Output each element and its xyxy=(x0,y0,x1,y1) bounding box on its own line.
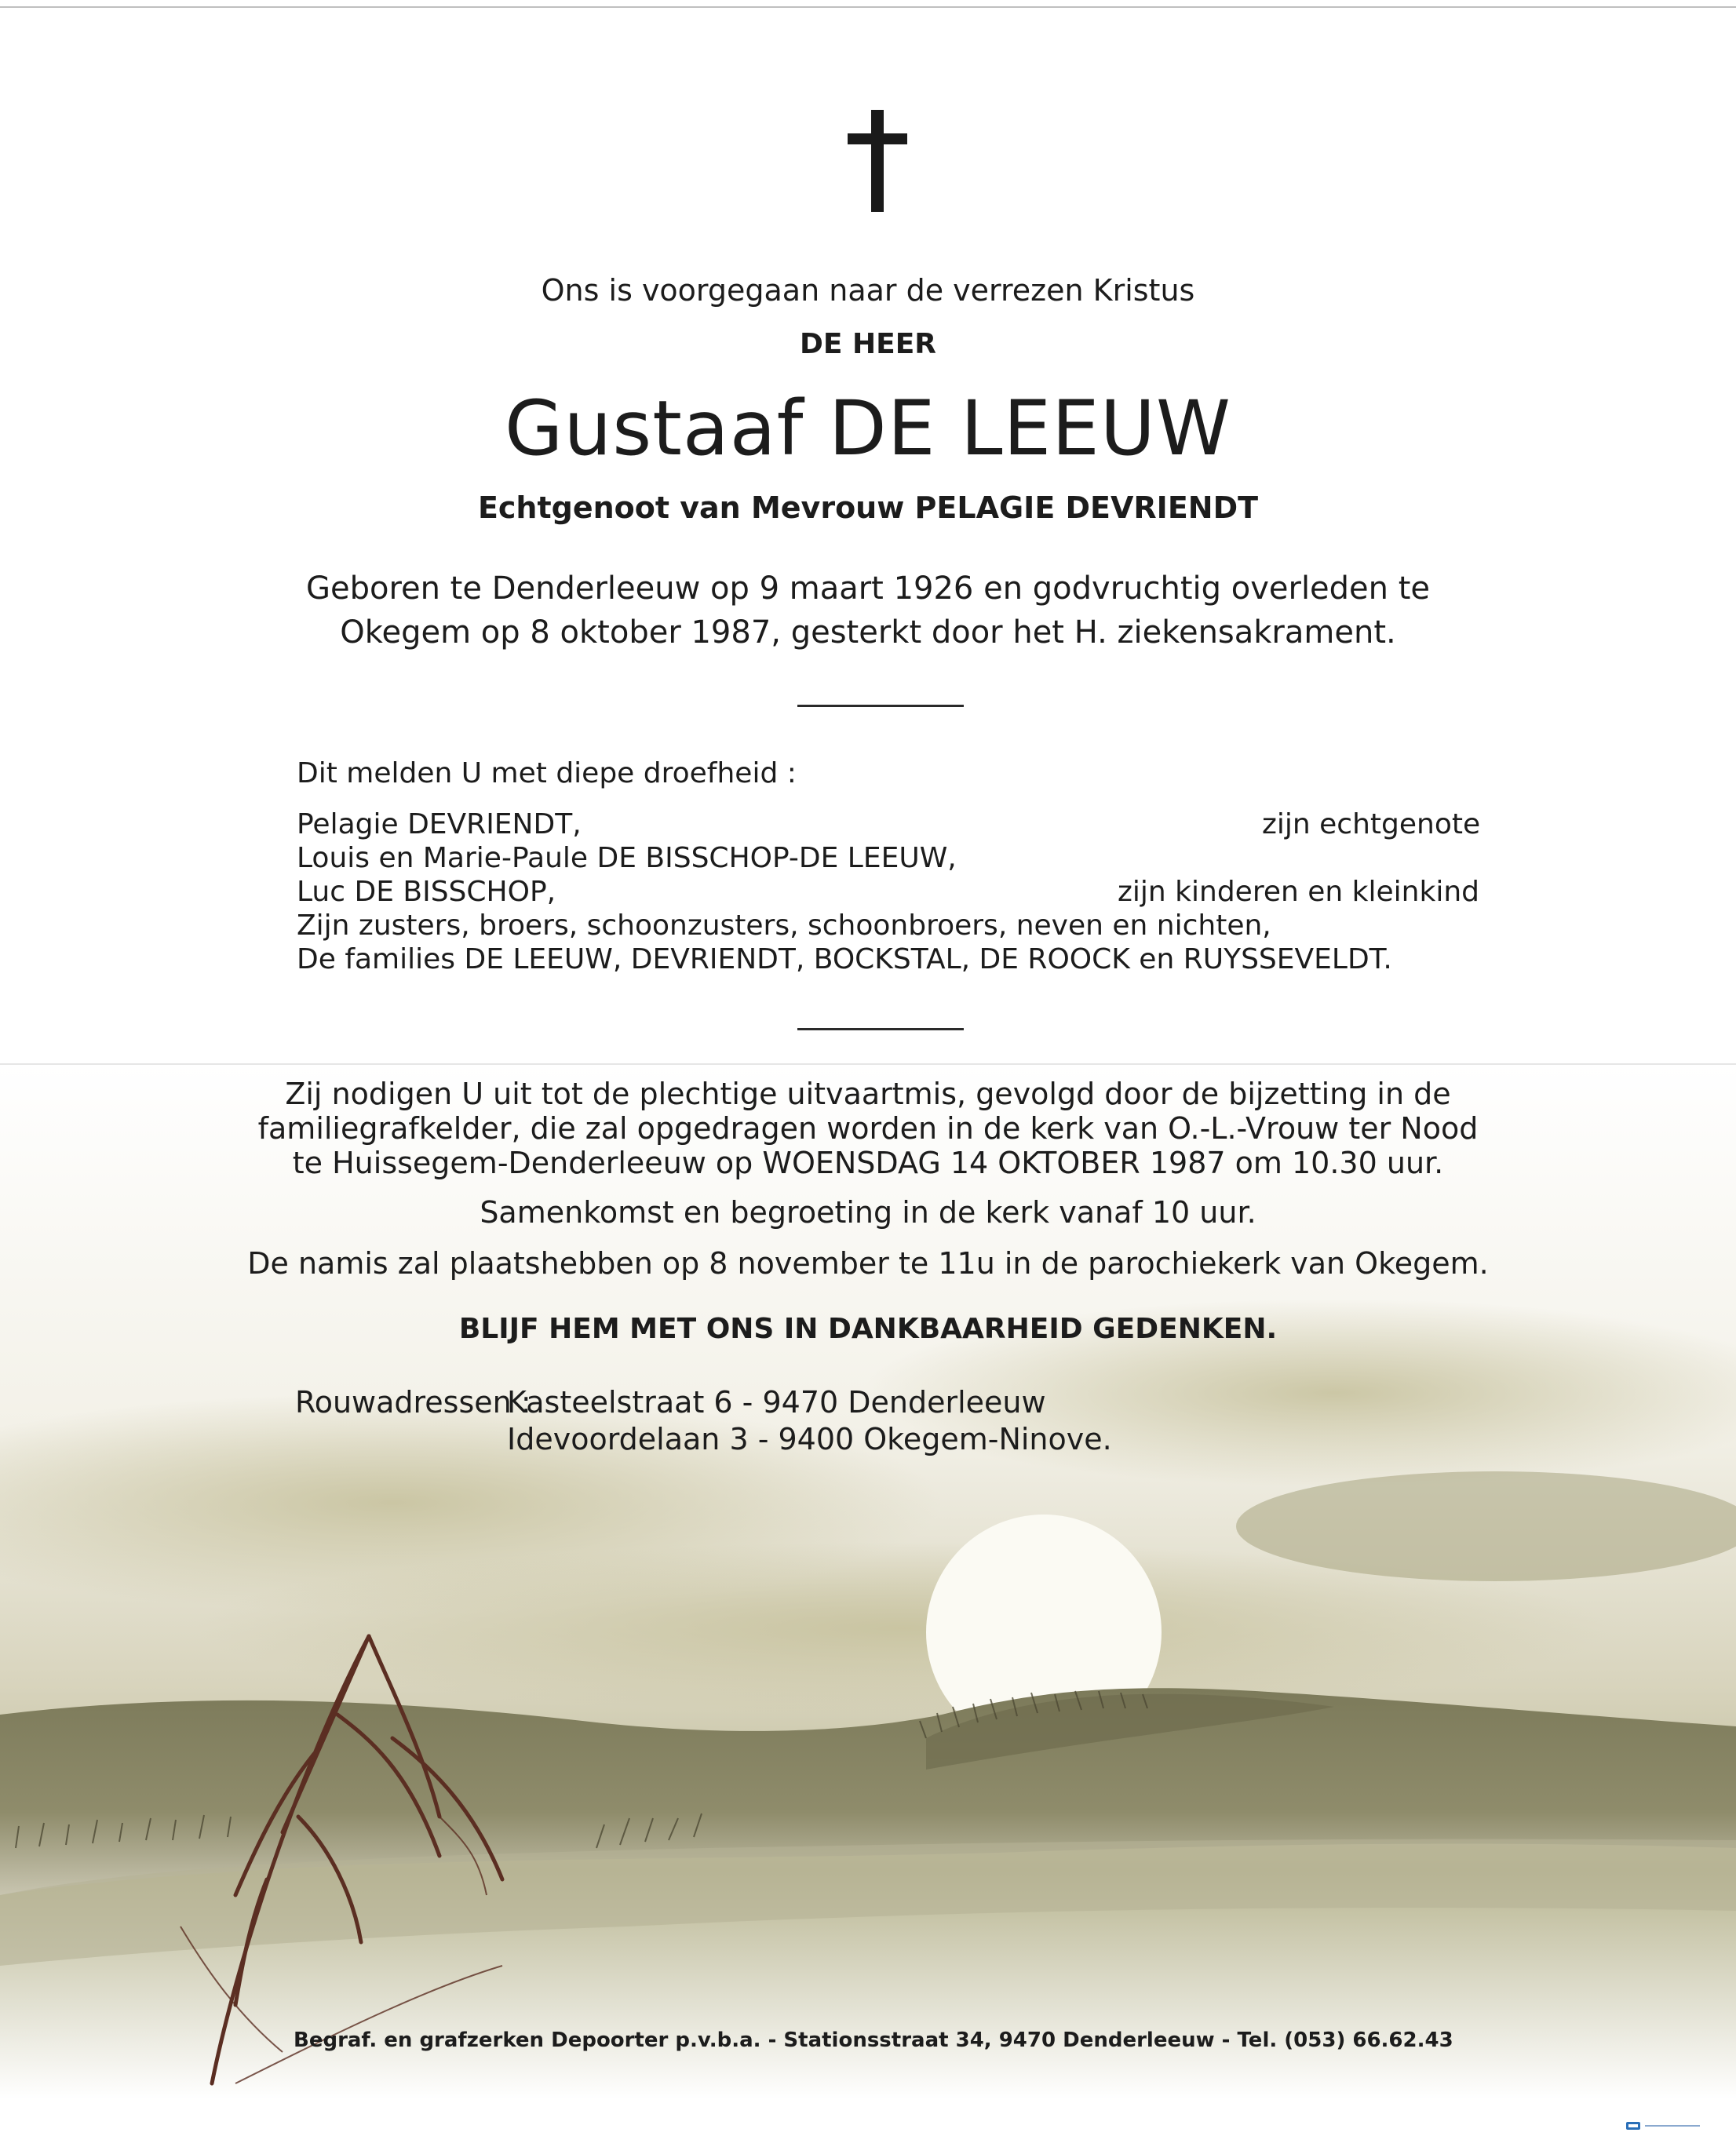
bio-text xyxy=(0,567,1736,654)
address-line: Kasteelstraat 6 - 9470 Denderleeuw xyxy=(507,1385,1046,1420)
relation-children: zijn kinderen en kleinkind xyxy=(1118,876,1479,908)
remember-line: BLIJF HEM MET ONS IN DANKBAARHEID GEDENKEN. xyxy=(458,1313,1278,1345)
namis-line: De namis zal plaatshebben op 8 november te 11u in de parochiekerk van Okegem. xyxy=(247,1246,1489,1281)
invite-line-2: familiegrafkelder, die zal opgedragen worden in de kerk van O.-L.-Vrouw ter Nood xyxy=(257,1111,1479,1146)
relation-spouse: zijn echtgenote xyxy=(1262,808,1481,840)
invitation-text xyxy=(0,1077,1736,1180)
mourner-line: De families DE LEEUW, DEVRIENDT, BOCKSTAL, DE ROOCK en RUYSSEVELDT. xyxy=(297,943,1392,975)
mourner-line: Louis en Marie-Paule DE BISSCHOP-DE LEEUW, xyxy=(297,842,957,874)
spouse-line: Echtgenoot van Mevrouw PELAGIE DEVRIENDT xyxy=(477,490,1259,525)
divider-2 xyxy=(797,1028,964,1030)
bio-line-1: Geboren te Denderleeuw op 9 maart 1926 en godvruchtig overleden te xyxy=(305,570,1431,607)
cross-icon xyxy=(848,110,907,212)
title-prefix: DE HEER xyxy=(799,328,937,360)
mourners-heading: Dit melden U met diepe droefheid : xyxy=(297,757,797,789)
address-line: Idevoordelaan 3 - 9400 Okegem-Ninove. xyxy=(507,1422,1112,1456)
invite-line-3: te Huissegem-Denderleeuw op WOENSDAG 14 OKTOBER 1987 om 10.30 uur. xyxy=(292,1146,1444,1180)
mourner-line: Luc DE BISSCHOP, xyxy=(297,876,556,908)
undertaker-footer: Begraf. en grafzerken Depoorter p.v.b.a. - Stationsstraat 34, 9470 Denderleeuw - Tel. (053) 66.62.43 xyxy=(294,2029,1453,2052)
mourner-line: Zijn zusters, broers, schoonzusters, schoonbroers, neven en nichten, xyxy=(297,909,1271,942)
divider-1 xyxy=(797,705,964,707)
addresses-label: Rouwadressen : xyxy=(295,1385,531,1420)
mourner-line: Pelagie DEVRIENDT, xyxy=(297,808,582,840)
deceased-name: Gustaaf DE LEEUW xyxy=(505,385,1231,472)
intro-line: Ons is voorgegaan naar de verrezen Kristus xyxy=(541,273,1195,308)
invite-line-1: Zij nodigen U uit tot de plechtige uitvaartmis, gevolgd door de bijzetting in de xyxy=(285,1077,1451,1111)
top-border xyxy=(0,6,1736,8)
fold-line xyxy=(0,1063,1736,1065)
gathering-line: Samenkomst en begroeting in de kerk vanaf 10 uur. xyxy=(480,1195,1256,1230)
printer-logo-icon xyxy=(1626,2120,1705,2131)
bio-line-2: Okegem op 8 oktober 1987, gesterkt door het H. ziekensakrament. xyxy=(340,614,1396,651)
